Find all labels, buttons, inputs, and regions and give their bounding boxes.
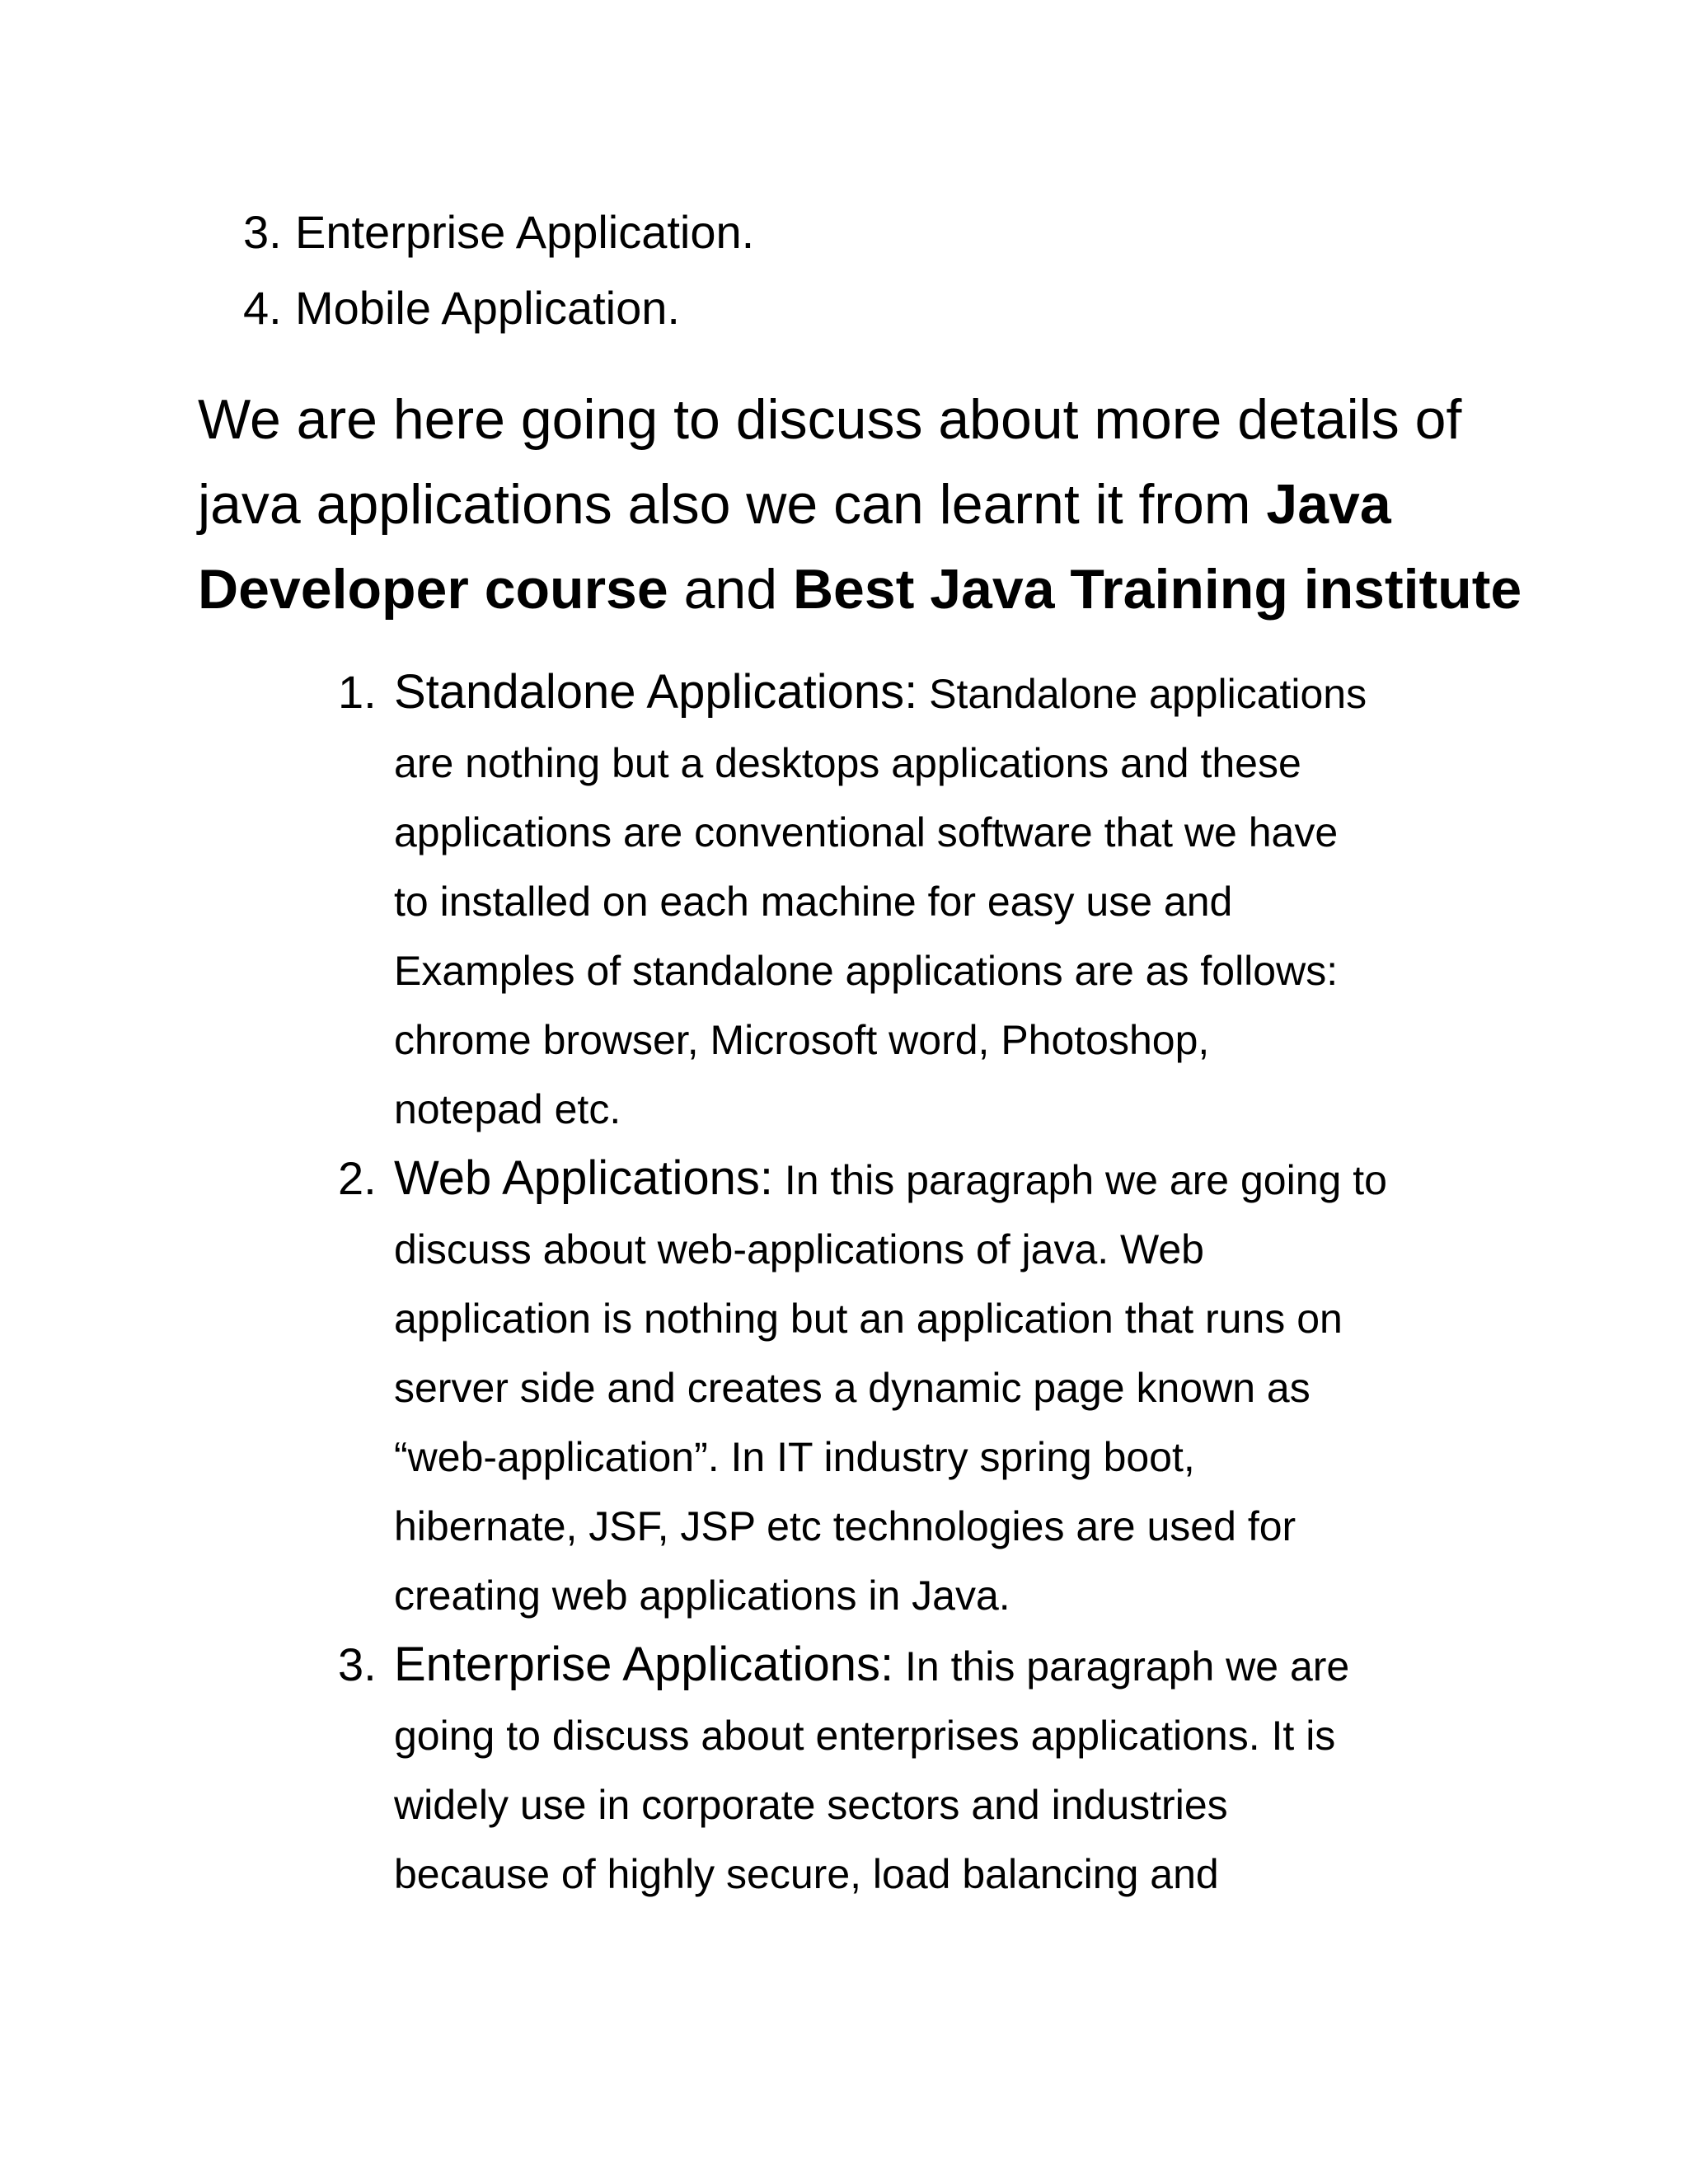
intro-text: and	[668, 558, 793, 621]
item-text-line: “web-application”. In IT industry spring boot,	[394, 1434, 1195, 1480]
intro-line-1: We are here going to discuss about more details of	[198, 388, 1462, 451]
java-bold-text: Java	[1266, 473, 1391, 536]
item-text-line: going to discuss about enterprises applications. It is	[394, 1713, 1336, 1759]
item-body	[394, 1144, 1548, 1630]
item-text-line: are nothing but a desktops applications and these	[394, 740, 1301, 786]
application-types-list	[243, 194, 754, 346]
item-title: Web Applications:	[394, 1151, 773, 1205]
item-first-line	[394, 1144, 1548, 1215]
item-text-line: because of highly secure, load balancing and	[394, 1851, 1219, 1897]
item-title: Enterprise Applications:	[394, 1638, 894, 1691]
item-title: Standalone Applications:	[394, 665, 918, 719]
item-text-line: discuss about web-applications of java. Web	[394, 1226, 1204, 1272]
item-first-line	[394, 658, 1548, 729]
intro-line-3	[198, 547, 1522, 632]
item-text-line: chrome browser, Microsoft word, Photoshop,	[394, 1017, 1210, 1063]
item-text-line: creating web applications in Java.	[394, 1572, 1010, 1619]
item-text-line: Examples of standalone applications are as follows:	[394, 948, 1339, 994]
item-number: 3.	[338, 1638, 377, 1690]
item-first-line	[394, 1630, 1548, 1701]
list-number: 3.	[243, 206, 282, 258]
item-text: In this paragraph we are going to	[772, 1157, 1387, 1203]
application-item-enterprise	[338, 1630, 1548, 1909]
item-body	[394, 1630, 1548, 1909]
applications-detail-list	[338, 658, 1548, 1909]
item-text-line: notepad etc.	[394, 1086, 621, 1132]
item-text-line: widely use in corporate sectors and industries	[394, 1782, 1228, 1828]
item-body	[394, 658, 1548, 1144]
item-number: 1.	[338, 666, 377, 718]
item-text-line: applications are conventional software that we have	[394, 809, 1339, 855]
intro-paragraph	[198, 377, 1522, 632]
list-number: 4.	[243, 282, 282, 334]
list-item-text: Enterprise Application.	[295, 206, 755, 258]
item-text-line: to installed on each machine for easy use and	[394, 879, 1233, 925]
list-item	[243, 270, 754, 346]
item-text: In this paragraph we are	[893, 1643, 1350, 1690]
item-text: Standalone applications	[917, 671, 1367, 717]
list-item	[243, 194, 754, 270]
item-number: 2.	[338, 1152, 377, 1204]
application-item-standalone	[338, 658, 1548, 1144]
training-institute-bold-text: Best Java Training institute	[792, 558, 1522, 621]
intro-text: java applications also we can learnt it from	[198, 473, 1267, 536]
item-text-line: hibernate, JSF, JSP etc technologies are used for	[394, 1503, 1296, 1549]
developer-course-bold-text: Developer course	[198, 558, 668, 621]
item-text-line: application is nothing but an application that runs on	[394, 1296, 1343, 1342]
intro-line-2	[198, 462, 1484, 547]
application-item-web	[338, 1144, 1548, 1630]
item-text-line: server side and creates a dynamic page known as	[394, 1365, 1311, 1411]
list-item-text: Mobile Application.	[295, 282, 680, 334]
